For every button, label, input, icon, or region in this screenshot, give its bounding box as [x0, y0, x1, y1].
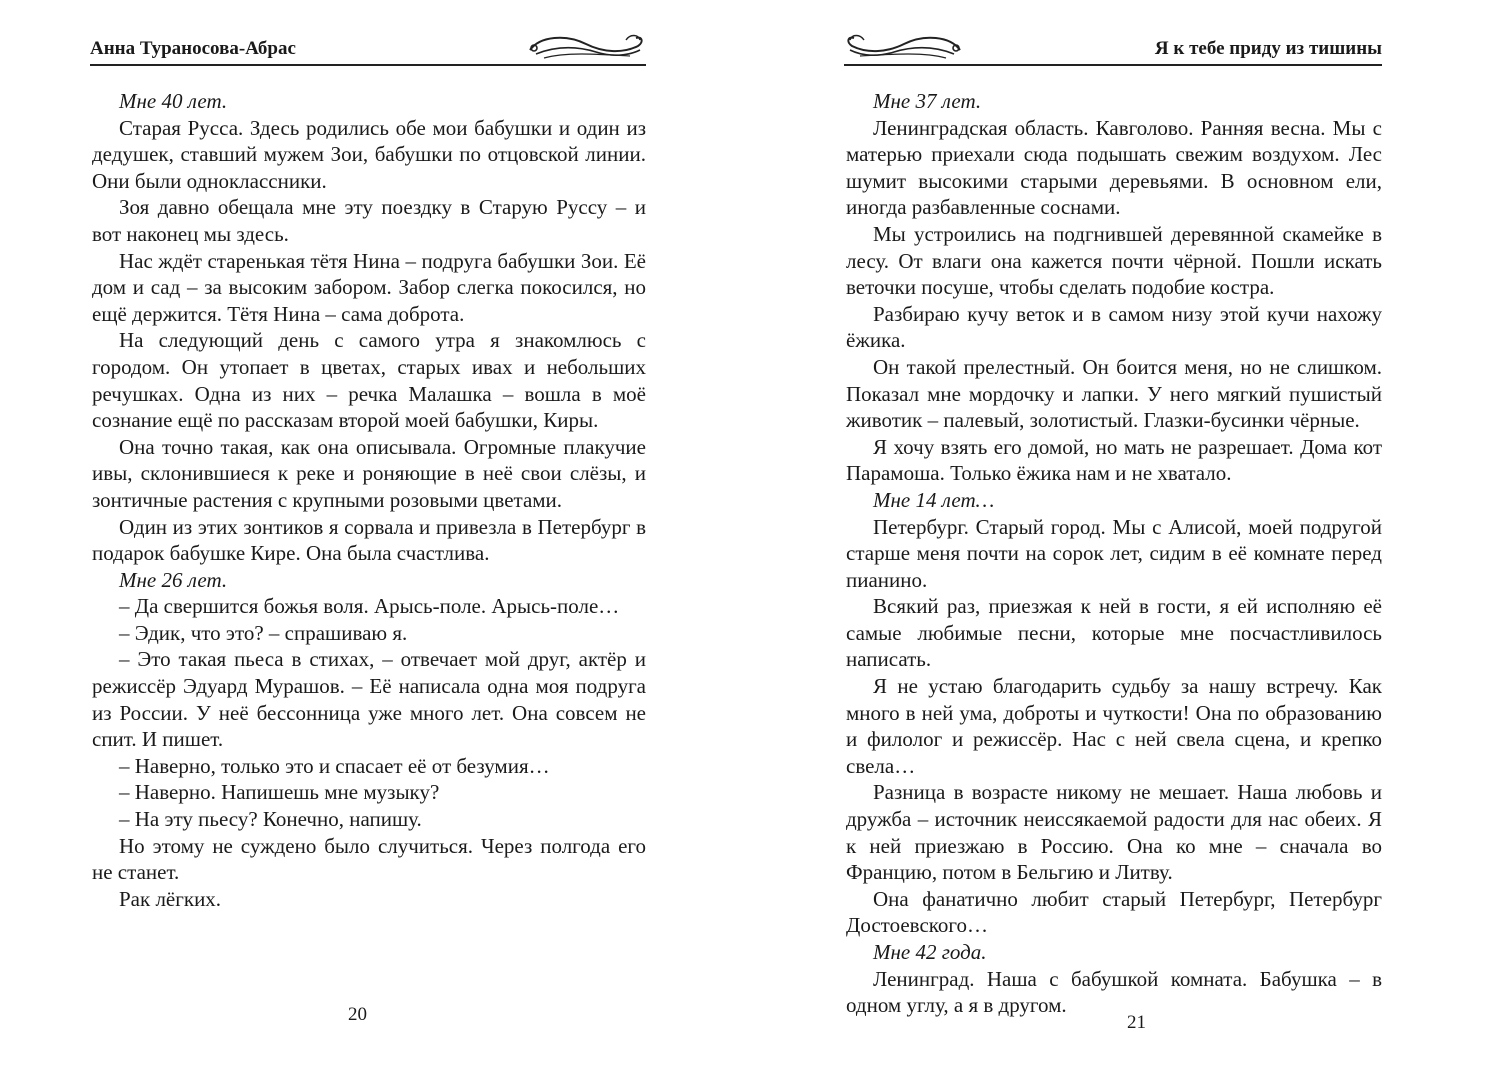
section-age-heading: Мне 40 лет.	[119, 89, 228, 113]
paragraph: Она точно такая, как она описывала. Огромные плакучие ивы, склонившиеся к реке и роняющие в неё свои слёзы, и зонтичные растения с крупными розовыми цветами.	[92, 434, 646, 512]
section-age-heading: Мне 37 лет.	[873, 89, 982, 113]
running-header-left	[90, 28, 646, 66]
left-page-text	[92, 88, 646, 912]
paragraph: Один из этих зонтиков я сорвала и привезла в Петербург в подарок бабушке Кире. Она была счастлива.	[92, 514, 646, 566]
paragraph: Всякий раз, приезжая к ней в гости, я ей исполняю её самые любимые песни, которые мне посчастливилось написать.	[846, 594, 1382, 672]
paragraph: На следующий день с самого утра я знакомлюсь с городом. Он утопает в цветах, старых ивах и небольших речушках. Одна из них – речка Малашка – вошла в моё сознание ещё по рассказам второй моей бабушки, Киры.	[92, 328, 646, 433]
section-age-heading: Мне 42 года.	[873, 940, 987, 964]
paragraph: – Наверно. Напишешь мне музыку?	[119, 780, 440, 805]
author-name: Анна Тураносова-Абрас	[90, 38, 296, 59]
page-number-right: 21	[1127, 1012, 1146, 1033]
paragraph: Ленинградская область. Кавголово. Ранняя весна. Мы с матерью приехали сюда подышать свежим воздухом. Лес шумит высокими старыми деревьями. В основном ели, иногда разбавленные соснами.	[846, 115, 1382, 220]
paragraph: Я хочу взять его домой, но мать не разрешает. Дома кот Парамоша. Только ёжика нам и не хватало.	[846, 434, 1382, 486]
paragraph: Разбираю кучу веток и в самом низу этой кучи нахожу ёжика.	[846, 301, 1382, 353]
running-header-right	[844, 28, 1382, 66]
flourish-ornament-icon	[844, 32, 964, 62]
paragraph: – Наверно, только это и спасает её от безумия…	[119, 753, 550, 778]
paragraph: – На эту пьесу? Конечно, напишу.	[119, 807, 422, 832]
right-page-text	[846, 88, 1382, 1019]
paragraph: Она фанатично любит старый Петербург, Петербург Достоевского…	[846, 886, 1382, 938]
paragraph: Петербург. Старый город. Мы с Алисой, моей подругой старше меня почти на сорок лет, сидим в её комнате перед пианино.	[846, 514, 1382, 592]
paragraph: Но этому не суждено было случиться. Через полгода его не станет.	[92, 833, 646, 885]
right-page	[750, 0, 1500, 1069]
paragraph: Старая Русса. Здесь родились обе мои бабушки и один из дедушек, ставший мужем Зои, бабушки по отцовской линии. Они были одноклассники.	[92, 115, 646, 193]
section-age-heading: Мне 26 лет.	[119, 567, 228, 592]
paragraph: Мы устроились на подгнившей деревянной скамейке в лесу. От влаги она кажется почти чёрной. Пошли искать веточки посуше, чтобы сделать подобие костра.	[846, 221, 1382, 300]
paragraph: – Да свершится божья воля. Арысь-поле. Арысь-поле…	[119, 594, 620, 619]
paragraph: Он такой прелестный. Он боится меня, но не слишком. Показал мне мордочку и лапки. У него мягкий пушистый животик – палевый, золотистый. Глазки-бусинки чёрные.	[846, 354, 1382, 433]
paragraph: Рак лёгких.	[119, 886, 222, 911]
flourish-ornament-icon	[526, 32, 646, 62]
paragraph: Я не устаю благодарить судьбу за нашу встречу. Как много в ней ума, доброты и чуткости! Она по образованию и филолог и режиссёр. Нас с ней свела сцена, и крепко свела…	[846, 674, 1382, 778]
paragraph: Разница в возрасте никому не мешает. Наша любовь и дружба – источник неиссякаемой радости для нас обеих. Я к ней приезжаю в Россию. Она ко мне – сначала во Францию, потом в Бельгию и Литву.	[846, 780, 1382, 885]
section-age-heading: Мне 14 лет…	[873, 487, 995, 512]
paragraph: Зоя давно обещала мне эту поездку в Старую Руссу – и вот наконец мы здесь.	[92, 195, 646, 246]
paragraph: Нас ждёт старенькая тётя Нина – подруга бабушки Зои. Её дом и сад – за высоким забором. Забор слегка покосился, но ещё держится. Тётя Нина – сама доброта.	[92, 248, 646, 326]
page-number-left: 20	[348, 1004, 367, 1025]
book-title: Я к тебе приду из тишины	[1154, 38, 1382, 59]
paragraph: Ленинград. Наша с бабушкой комната. Бабушка – в одном углу, а я в другом.	[846, 966, 1382, 1018]
paragraph: – Эдик, что это? – спрашиваю я.	[119, 620, 408, 645]
paragraph: – Это такая пьеса в стихах, – отвечает мой друг, актёр и режиссёр Эдуард Мурашов. – Её написала одна моя подруга из России. У неё бессонница уже много лет. Она совсем не спит. И пишет.	[92, 647, 646, 752]
